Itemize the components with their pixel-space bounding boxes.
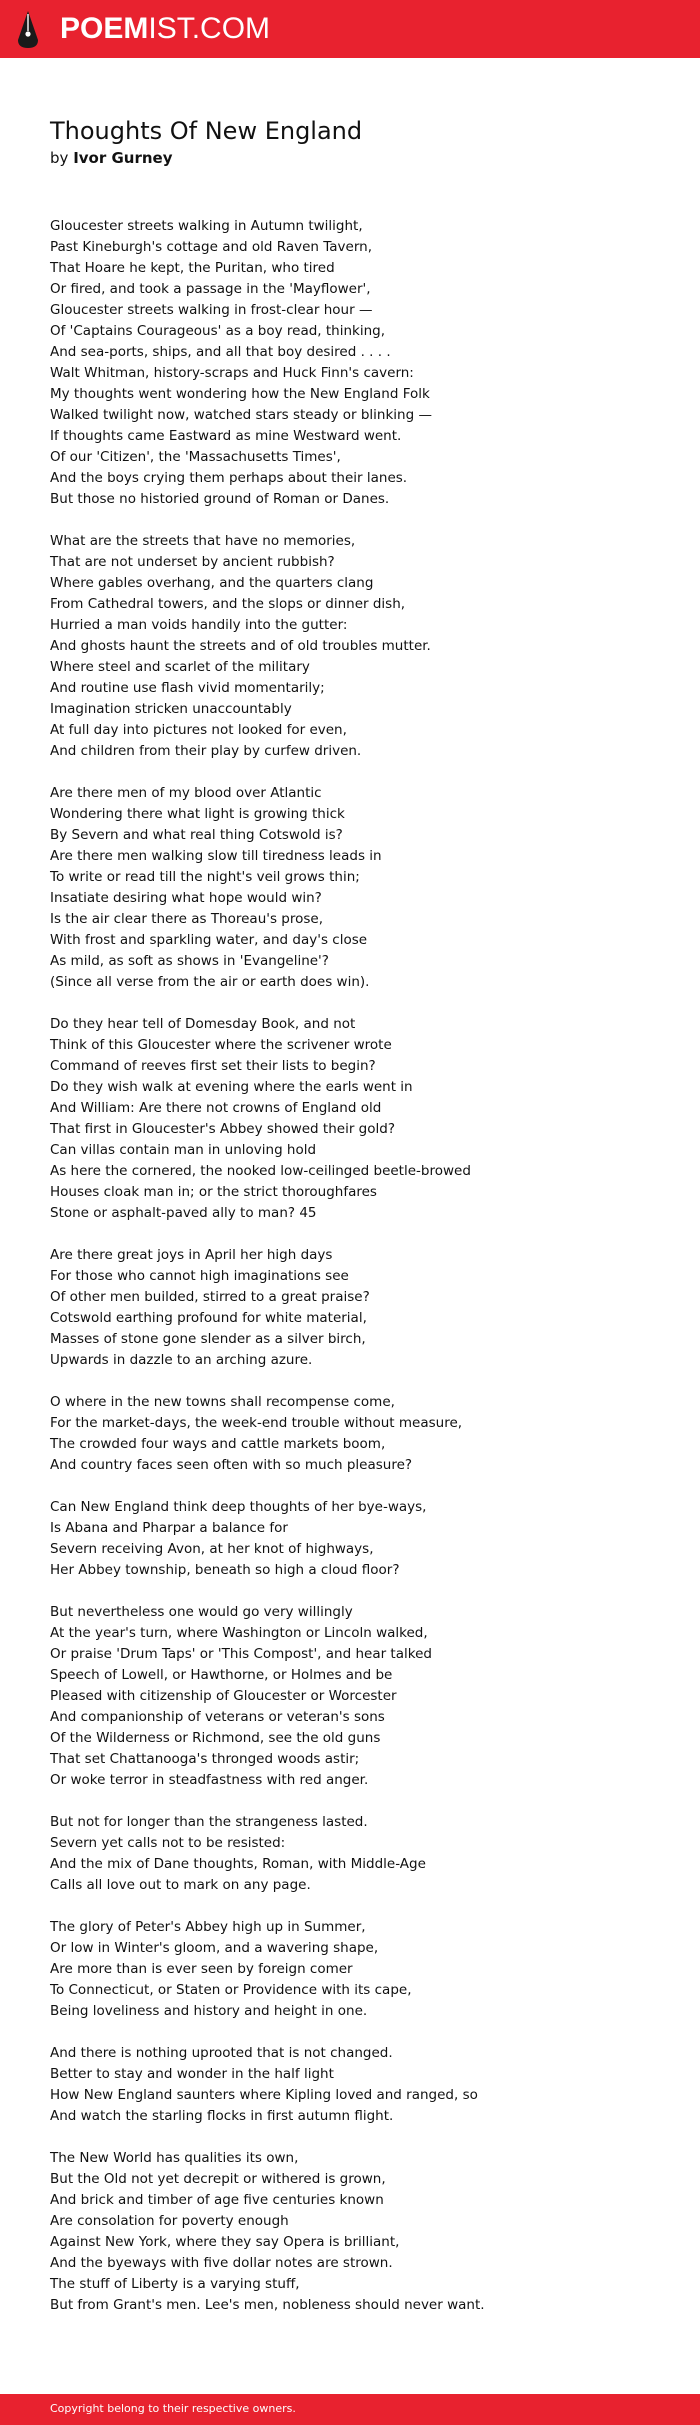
poem-line: And the boys crying them perhaps about their lanes. <box>50 470 408 486</box>
poem-line: For the market-days, the week-end trouble without measure, <box>50 1415 463 1431</box>
poem-line: (Since all verse from the air or earth does win). <box>50 974 370 990</box>
logo-text-bold: POEM <box>60 12 149 45</box>
poem-line: Do they wish walk at evening where the earls went in <box>50 1079 413 1095</box>
poem-line: Is the air clear there as Thoreau's prose, <box>50 911 324 927</box>
poem-line: Walt Whitman, history-scraps and Huck Finn's cavern: <box>50 365 414 381</box>
poem-line: Houses cloak man in; or the strict thoroughfares <box>50 1184 377 1200</box>
poem-line: Or praise 'Drum Taps' or 'This Compost', and hear talked <box>50 1646 432 1662</box>
poem-line: And ghosts haunt the streets and of old troubles mutter. <box>50 638 431 654</box>
poem-line: And watch the starling flocks in first autumn flight. <box>50 2108 394 2124</box>
poem-line: Is Abana and Pharpar a balance for <box>50 1520 288 1536</box>
poem-line: And children from their play by curfew driven. <box>50 743 362 759</box>
poem-line: Gloucester streets walking in Autumn twilight, <box>50 218 363 234</box>
poem-line: But nevertheless one would go very willingly <box>50 1604 353 1620</box>
poem-line: But those no historied ground of Roman or Danes. <box>50 491 390 507</box>
site-footer <box>0 2394 700 2425</box>
poem-line: Think of this Gloucester where the scrivener wrote <box>50 1037 392 1053</box>
poem-line: But not for longer than the strangeness lasted. <box>50 1814 368 1830</box>
poem-line: Walked twilight now, watched stars steady or blinking — <box>50 407 432 423</box>
poem-line: O where in the new towns shall recompense come, <box>50 1394 395 1410</box>
poem-title: Thoughts Of New England <box>50 117 363 145</box>
poem-line: Being loveliness and history and height in one. <box>50 2003 368 2019</box>
site-header <box>0 0 700 58</box>
poem-line: Do they hear tell of Domesday Book, and not <box>50 1016 356 1032</box>
poem-line: Of other men builded, stirred to a great praise? <box>50 1289 370 1305</box>
poem-line: Past Kineburgh's cottage and old Raven Tavern, <box>50 239 372 255</box>
stanza <box>50 1392 670 1476</box>
poem-line: The crowded four ways and cattle markets boom, <box>50 1436 386 1452</box>
poem-line: Against New York, where they say Opera is brilliant, <box>50 2234 400 2250</box>
poem-line: Are there great joys in April her high days <box>50 1247 333 1263</box>
poem-line: Are there men of my blood over Atlantic <box>50 785 322 801</box>
pen-nib-icon[interactable] <box>17 10 39 50</box>
poem-line: Her Abbey township, beneath so high a cloud floor? <box>50 1562 400 1578</box>
poem-line: Are there men walking slow till tiredness leads in <box>50 848 382 864</box>
stanza <box>50 783 670 993</box>
poem-line: As here the cornered, the nooked low-ceilinged beetle-browed <box>50 1163 471 1179</box>
stanza <box>50 2043 670 2127</box>
byline <box>50 148 173 168</box>
poem-line: Better to stay and wonder in the half light <box>50 2066 334 2082</box>
poem-line: Upwards in dazzle to an arching azure. <box>50 1352 313 1368</box>
poem-line: Of the Wilderness or Richmond, see the old guns <box>50 1730 381 1746</box>
poem-line: The stuff of Liberty is a varying stuff, <box>50 2276 300 2292</box>
site-logo[interactable] <box>60 13 270 45</box>
poem-line: And there is nothing uprooted that is not changed. <box>50 2045 393 2061</box>
poem-line: If thoughts came Eastward as mine Westward went. <box>50 428 402 444</box>
poem-line: And William: Are there not crowns of England old <box>50 1100 382 1116</box>
poem-line: Hurried a man voids handily into the gutter: <box>50 617 348 633</box>
poem-line: The glory of Peter's Abbey high up in Summer, <box>50 1919 366 1935</box>
poem-line: From Cathedral towers, and the slops or dinner dish, <box>50 596 406 612</box>
poem-line: The New World has qualities its own, <box>50 2150 299 2166</box>
poem-line: Speech of Lowell, or Hawthorne, or Holmes and be <box>50 1667 393 1683</box>
logo-text-light: IST.COM <box>148 12 271 45</box>
poem-line: What are the streets that have no memories, <box>50 533 356 549</box>
poem-line: And sea-ports, ships, and all that boy desired . . . . <box>50 344 391 360</box>
poem-line: Are consolation for poverty enough <box>50 2213 289 2229</box>
stanza <box>50 2148 670 2316</box>
poem-line: Pleased with citizenship of Gloucester or Worcester <box>50 1688 397 1704</box>
poem-line: Masses of stone gone slender as a silver birch, <box>50 1331 366 1347</box>
poem-line: That set Chattanooga's thronged woods astir; <box>50 1751 360 1767</box>
poem-line: And brick and timber of age five centuries known <box>50 2192 384 2208</box>
poem-line: And companionship of veterans or veteran's sons <box>50 1709 385 1725</box>
poem-line: Can New England think deep thoughts of her bye-ways, <box>50 1499 427 1515</box>
byline-prefix: by <box>50 149 69 167</box>
poem-line: That Hoare he kept, the Puritan, who tired <box>50 260 335 276</box>
poem-line: And the mix of Dane thoughts, Roman, with Middle-Age <box>50 1856 426 1872</box>
poem-line: Insatiate desiring what hope would win? <box>50 890 322 906</box>
poem-line: Can villas contain man in unloving hold <box>50 1142 317 1158</box>
poem-line: Are more than is ever seen by foreign comer <box>50 1961 353 1977</box>
poem-line: Command of reeves first set their lists to begin? <box>50 1058 376 1074</box>
stanza <box>50 1497 670 1581</box>
copyright-text: Copyright belong to their respective owners. <box>50 2402 296 2415</box>
stanza <box>50 1014 670 1224</box>
poem-line: At the year's turn, where Washington or Lincoln walked, <box>50 1625 428 1641</box>
poem-line: Of 'Captains Courageous' as a boy read, thinking, <box>50 323 386 339</box>
poem-line: And country faces seen often with so much pleasure? <box>50 1457 413 1473</box>
poem-line: Of our 'Citizen', the 'Massachusetts Times', <box>50 449 341 465</box>
poem-line: As mild, as soft as shows in 'Evangeline'? <box>50 953 329 969</box>
poem-line: By Severn and what real thing Cotswold is? <box>50 827 343 843</box>
poem-line: And routine use flash vivid momentarily; <box>50 680 325 696</box>
poem-line: Imagination stricken unaccountably <box>50 701 292 717</box>
poem-line: Severn yet calls not to be resisted: <box>50 1835 286 1851</box>
poem-line: Or woke terror in steadfastness with red anger. <box>50 1772 369 1788</box>
poem-line: Stone or asphalt-paved ally to man? 45 <box>50 1205 317 1221</box>
poem-line: Gloucester streets walking in frost-clear hour — <box>50 302 373 318</box>
poem-line: Cotswold earthing profound for white material, <box>50 1310 367 1326</box>
poem-line: At full day into pictures not looked for even, <box>50 722 347 738</box>
stanza <box>50 1812 670 1896</box>
poem-line: To Connecticut, or Staten or Providence with its cape, <box>50 1982 412 1998</box>
author-link[interactable]: Ivor Gurney <box>73 149 173 167</box>
poem-line: Or fired, and took a passage in the 'Mayflower', <box>50 281 371 297</box>
poem-line: Where steel and scarlet of the military <box>50 659 310 675</box>
poem-line: With frost and sparkling water, and day's close <box>50 932 368 948</box>
poem-line: For those who cannot high imaginations see <box>50 1268 349 1284</box>
poem-line: Severn receiving Avon, at her knot of highways, <box>50 1541 374 1557</box>
poem-line: Where gables overhang, and the quarters clang <box>50 575 374 591</box>
stanza <box>50 1917 670 2022</box>
poem-line: But from Grant's men. Lee's men, nobleness should never want. <box>50 2297 485 2313</box>
poem-line: Calls all love out to mark on any page. <box>50 1877 311 1893</box>
poem-body <box>50 216 670 2337</box>
poem-line: How New England saunters where Kipling loved and ranged, so <box>50 2087 478 2103</box>
stanza <box>50 531 670 762</box>
stanza <box>50 1245 670 1371</box>
poem-line: Wondering there what light is growing thick <box>50 806 345 822</box>
poem-line: And the byeways with five dollar notes are strown. <box>50 2255 393 2271</box>
poem-line: Or low in Winter's gloom, and a wavering shape, <box>50 1940 379 1956</box>
poem-line: But the Old not yet decrepit or withered is grown, <box>50 2171 386 2187</box>
poem-line: My thoughts went wondering how the New England Folk <box>50 386 430 402</box>
poem-line: That first in Gloucester's Abbey showed their gold? <box>50 1121 395 1137</box>
stanza <box>50 1602 670 1791</box>
poem-line: That are not underset by ancient rubbish? <box>50 554 335 570</box>
stanza <box>50 216 670 510</box>
poem-line: To write or read till the night's veil grows thin; <box>50 869 360 885</box>
